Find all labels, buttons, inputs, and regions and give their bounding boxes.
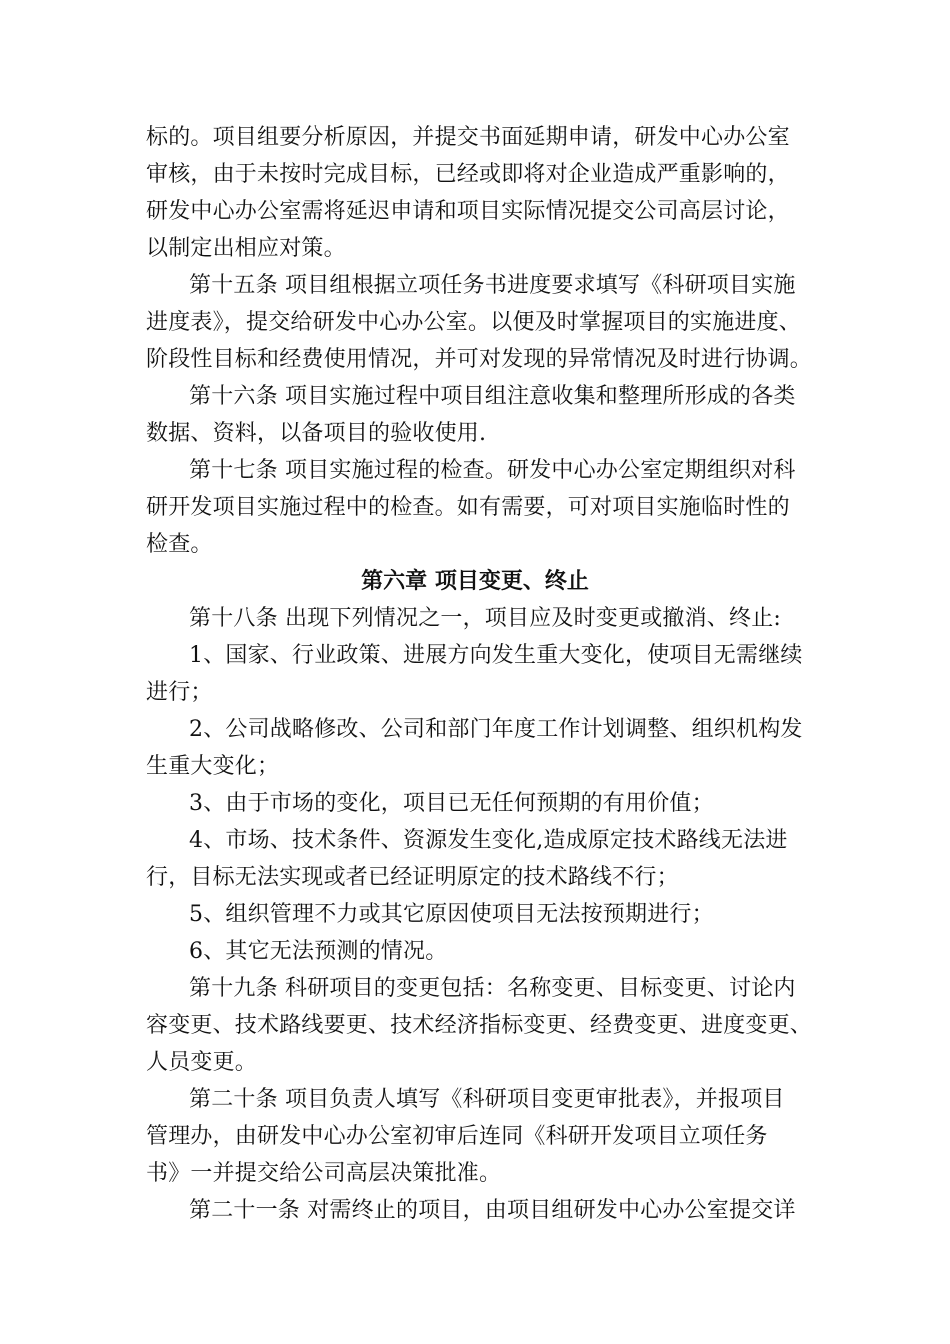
paragraph-line: 数据、资料，以备项目的验收使用. [146,421,487,446]
article-21-line: 第二十一条 对需终止的项目，由项目组研发中心办公室提交详 [189,1198,796,1223]
list-item-line: 6、其它无法预测的情况。 [189,939,448,964]
paragraph-line: 进行； [146,680,213,705]
article-19-line: 第十九条 科研项目的变更包括：名称变更、目标变更、讨论内 [189,976,796,1001]
list-item-line: 5、组织管理不力或其它原因使项目无法按预期进行； [189,902,714,927]
list-item-line: 2、公司战略修改、公司和部门年度工作计划调整、组织机构发 [189,717,803,742]
paragraph-line: 审核，由于未按时完成目标，已经或即将对企业造成严重影响的， [146,162,790,187]
paragraph-line: 研开发项目实施过程中的检查。如有需要，可对项目实施临时性的 [146,495,790,520]
paragraph-line: 生重大变化； [146,754,280,779]
list-item-line: 1、国家、行业政策、进展方向发生重大变化，使项目无需继续 [189,643,803,668]
paragraph-line: 进度表》，提交给研发中心办公室。以便及时掌握项目的实施进度、 [146,310,802,335]
paragraph-line: 管理办，由研发中心办公室初审后连同《科研开发项目立项任务 [146,1124,768,1149]
chapter-heading: 第六章 项目变更、终止 [361,569,589,594]
paragraph-line: 书》一并提交给公司高层决策批准。 [146,1161,502,1186]
article-17-line: 第十七条 项目实施过程的检查。研发中心办公室定期组织对科 [189,458,796,483]
article-16-line: 第十六条 项目实施过程中项目组注意收集和整理所形成的各类 [189,384,796,409]
paragraph-line: 标的。项目组要分析原因，并提交书面延期申请，研发中心办公室 [146,125,790,150]
article-20-line: 第二十条 项目负责人填写《科研项目变更审批表》，并报项目 [189,1087,785,1112]
list-item-line: 3、由于市场的变化，项目已无任何预期的有用价值； [189,791,714,816]
paragraph-line: 行，目标无法实现或者已经证明原定的技术路线不行； [146,865,679,890]
article-15-line: 第十五条 项目组根据立项任务书进度要求填写《科研项目实施 [189,273,796,298]
paragraph-line: 研发中心办公室需将延迟申请和项目实际情况提交公司高层讨论， [146,199,790,224]
list-item-line: 4、市场、技术条件、资源发生变化,造成原定技术路线无法进 [189,828,788,853]
paragraph-line: 以制定出相应对策。 [146,236,346,261]
paragraph-line: 阶段性目标和经费使用情况，并可对发现的异常情况及时进行协调。 [146,347,813,372]
paragraph-line: 检查。 [146,532,213,557]
article-18-line: 第十八条 出现下列情况之一，项目应及时变更或撤消、终止: [189,606,782,631]
paragraph-line: 人员变更。 [146,1050,258,1075]
paragraph-line: 容变更、技术路线要更、技术经济指标变更、经费变更、进度变更、 [146,1013,813,1038]
